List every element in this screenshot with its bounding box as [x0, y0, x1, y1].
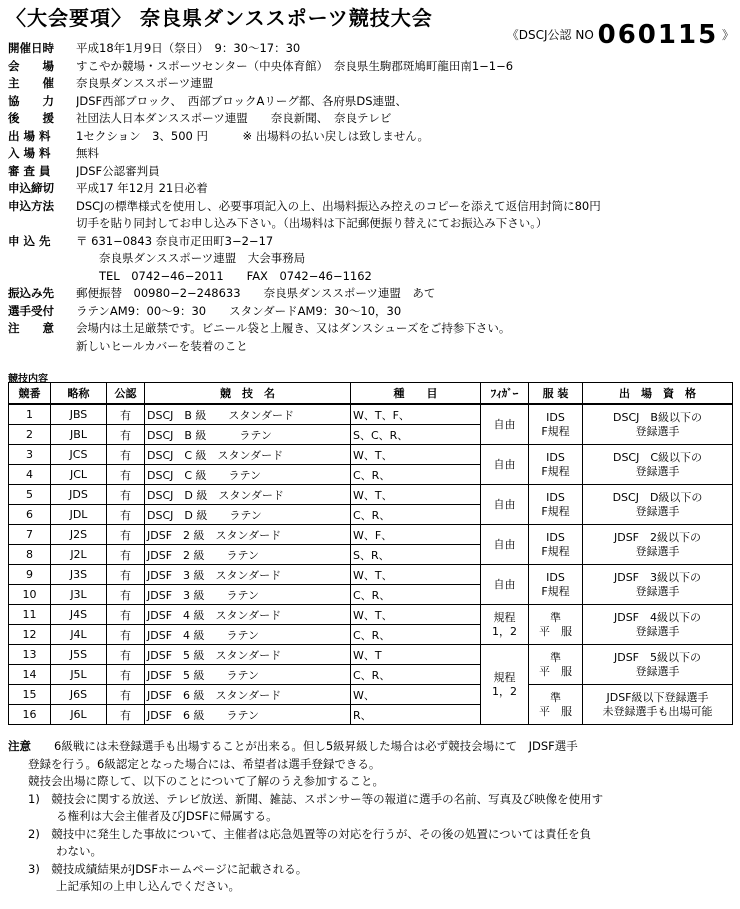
cell-qualification — [583, 605, 733, 645]
info-key: 会 場 — [8, 58, 54, 73]
info-key: 出 場 料 — [8, 128, 51, 143]
cell-no: 2 — [9, 425, 51, 445]
cell-abbr: J4L — [51, 625, 107, 645]
cell-official: 有 — [107, 505, 145, 525]
cell-events: C、R、 — [351, 625, 481, 645]
cell-name: JDSF 2 級 ラテン — [145, 545, 351, 565]
table-row — [9, 565, 733, 585]
cell-no: 9 — [9, 565, 51, 585]
cell-figure: 自由 — [481, 404, 529, 445]
note-line — [8, 738, 733, 756]
cell-events: C、R、 — [351, 505, 481, 525]
info-row — [8, 250, 733, 268]
cell-events: W、T、 — [351, 485, 481, 505]
cell-qualification — [583, 404, 733, 445]
cell-qualification — [583, 445, 733, 485]
col-official: 公認 — [107, 383, 145, 405]
cell-dress — [529, 445, 583, 485]
col-events: 種 目 — [351, 383, 481, 405]
cell-no: 5 — [9, 485, 51, 505]
dress-rule: F規程 — [541, 584, 570, 598]
qual-line: DSCJ D級以下の — [612, 490, 703, 504]
table-row — [9, 445, 733, 465]
cell-qualification — [583, 525, 733, 565]
qual-line: JDSF 2級以下の — [613, 530, 702, 544]
info-row — [8, 198, 733, 216]
cell-name: JDSF 2 級 スタンダード — [145, 525, 351, 545]
notes-lead: 注意 — [8, 739, 31, 753]
qual-line: 登録選手 — [635, 504, 680, 518]
info-value: 切手を貼り同封してお申し込み下さい。（出場料は下記郵便振り替えにてお振込み下さい。） — [76, 216, 548, 230]
cert-close: 》 — [721, 28, 734, 42]
info-value: DSCJの標準様式を使用し、必要事項記入の上、出場料振込み控えのコピーを添えて返信用封筒に80円 — [76, 198, 601, 213]
cell-dress — [529, 404, 583, 445]
dress-sub1: 準 — [550, 610, 561, 624]
cell-abbr: J6L — [51, 705, 107, 725]
col-figure: ﾌｨｶﾞｰ — [481, 383, 529, 405]
cell-official: 有 — [107, 425, 145, 445]
cell-dress — [529, 605, 583, 645]
info-row — [8, 233, 733, 251]
cell-no: 16 — [9, 705, 51, 725]
cell-dress — [529, 565, 583, 605]
notes — [8, 738, 733, 896]
info-row — [8, 285, 733, 303]
qual-line: 登録選手 — [635, 544, 680, 558]
dress-ids: IDS — [546, 450, 565, 464]
cell-no: 6 — [9, 505, 51, 525]
table-row — [9, 605, 733, 625]
cert-number: 060115 — [597, 20, 719, 50]
cell-no: 7 — [9, 525, 51, 545]
cell-abbr: JDL — [51, 505, 107, 525]
cell-abbr: J3L — [51, 585, 107, 605]
cell-abbr: J4S — [51, 605, 107, 625]
dress-ids: IDS — [546, 410, 565, 424]
cell-official: 有 — [107, 585, 145, 605]
section-label: 競技内容 — [8, 374, 48, 385]
info-row — [8, 320, 733, 338]
info-key: 申 込 先 — [8, 233, 51, 248]
info-value: TEL 0742−46−2011 FAX 0742−46−1162 — [76, 268, 372, 283]
qual-line: DSCJ C級以下の — [612, 450, 703, 464]
cell-name: DSCJ D 級 ラテン — [145, 505, 351, 525]
dress-sub2: 平 服 — [539, 664, 572, 678]
cell-name: JDSF 4 級 ラテン — [145, 625, 351, 645]
info-key: 入 場 料 — [8, 146, 51, 160]
info-value: 〒 631−0843 奈良市疋田町3−2−17 — [76, 233, 274, 248]
cell-no: 1 — [9, 404, 51, 425]
info-row — [8, 180, 733, 198]
info-row — [8, 58, 733, 76]
note-line: 1) 競技会に関する放送、テレビ放送、新聞、雑誌、スポンサー等の報道に選手の名前、写真及び映像を使用す — [28, 791, 604, 806]
info-key: 注 意 — [8, 321, 54, 335]
cell-abbr: JBS — [51, 404, 107, 425]
info-row — [8, 110, 733, 128]
cell-figure — [481, 605, 529, 645]
cell-events: R、 — [351, 705, 481, 725]
cell-dress — [529, 645, 583, 685]
info-value: JDSF西部ブロック、 西部ブロックAリーグ都、各府県DS連盟、 — [76, 93, 408, 108]
col-abbr: 略称 — [51, 383, 107, 405]
cell-name: JDSF 5 級 スタンダード — [145, 645, 351, 665]
qual-line: JDSF 4級以下の — [613, 610, 702, 624]
cell-no: 14 — [9, 665, 51, 685]
cell-official: 有 — [107, 485, 145, 505]
figure-rule: 規程 — [493, 670, 516, 684]
cell-name: JDSF 3 級 ラテン — [145, 585, 351, 605]
info-value: すこやか競場・スポーツセンター（中央体育館） 奈良県生駒郡斑鳩町龍田南1−1−6 — [76, 58, 514, 73]
info-key: 申込締切 — [8, 181, 54, 195]
cell-dress — [529, 525, 583, 565]
info-row — [8, 145, 733, 163]
dress-sub1: 準 — [550, 690, 561, 704]
info-key: 後 援 — [8, 111, 54, 125]
note-line: 2) 競技中に発生した事故について、主催者は応急処置等の対応を行うが、その後の処置については責任を負 — [28, 826, 592, 841]
dress-sub2: 平 服 — [539, 704, 572, 718]
qual-line: 登録選手 — [635, 424, 680, 438]
dress-rule: F規程 — [541, 464, 570, 478]
info-key — [8, 250, 76, 268]
cell-figure: 自由 — [481, 445, 529, 485]
cell-abbr: J2S — [51, 525, 107, 545]
cell-name: DSCJ B 級 ラテン — [145, 425, 351, 445]
cell-events: W、 — [351, 685, 481, 705]
qual-line: 登録選手 — [635, 624, 680, 638]
cell-official: 有 — [107, 404, 145, 425]
page-title: 〈大会要項〉 奈良県ダンススポーツ競技大会 — [6, 6, 433, 30]
info-key: 申込方法 — [8, 198, 54, 213]
table-row — [9, 645, 733, 665]
dress-ids: IDS — [546, 490, 565, 504]
cell-official: 有 — [107, 545, 145, 565]
figure-rule-num: 1，2 — [492, 684, 517, 698]
cell-official: 有 — [107, 525, 145, 545]
cell-events: S、R、 — [351, 545, 481, 565]
cell-no: 11 — [9, 605, 51, 625]
qual-line: JDSF級以下登録選手 — [606, 690, 709, 704]
cell-abbr: J2L — [51, 545, 107, 565]
cell-name: DSCJ C 級 スタンダード — [145, 445, 351, 465]
cell-events: W、T — [351, 645, 481, 665]
cell-abbr: J3S — [51, 565, 107, 585]
info-value: 会場内は土足厳禁です。ビニール袋と上履き、又はダンスシューズをご持参下さい。 — [76, 321, 511, 335]
cert-label: 《DSCJ公認 NO — [506, 28, 594, 42]
cell-abbr: J5L — [51, 665, 107, 685]
cell-qualification — [583, 685, 733, 725]
cell-abbr: JBL — [51, 425, 107, 445]
table-row — [9, 525, 733, 545]
col-qualification: 出 場 資 格 — [583, 383, 733, 405]
dress-ids: IDS — [546, 530, 565, 544]
cell-events: C、R、 — [351, 665, 481, 685]
qual-line: DSCJ B級以下の — [613, 410, 702, 424]
cell-events: W、F、 — [351, 525, 481, 545]
info-key — [8, 338, 76, 356]
dress-sub1: 準 — [550, 650, 561, 664]
info-key: 選手受付 — [8, 303, 54, 318]
cell-no: 10 — [9, 585, 51, 605]
cell-figure: 自由 — [481, 485, 529, 525]
cell-official: 有 — [107, 705, 145, 725]
cell-events: W、T、 — [351, 445, 481, 465]
info-row — [8, 303, 733, 321]
cell-abbr: JCL — [51, 465, 107, 485]
note-line: る権利は大会主催者及びJDSFに帰属する。 — [56, 809, 278, 823]
cell-name: JDSF 3 級 スタンダード — [145, 565, 351, 585]
qual-line: 未登録選手も出場可能 — [602, 704, 713, 718]
cell-qualification — [583, 485, 733, 525]
cell-no: 3 — [9, 445, 51, 465]
cell-events: W、T、 — [351, 565, 481, 585]
info-row — [8, 40, 733, 58]
event-info — [8, 40, 733, 355]
cell-name: JDSF 6 級 スタンダード — [145, 685, 351, 705]
note-line: 3) 競技成績結果がJDSFホームページに記載される。 — [28, 861, 308, 876]
cell-official: 有 — [107, 445, 145, 465]
dress-rule: F規程 — [541, 544, 570, 558]
dress-rule: F規程 — [541, 504, 570, 518]
cell-qualification — [583, 645, 733, 685]
cell-events: W、T、 — [351, 605, 481, 625]
cell-name: DSCJ D 級 スタンダード — [145, 485, 351, 505]
cell-abbr: J6S — [51, 685, 107, 705]
info-key — [8, 268, 76, 286]
qual-line: JDSF 5級以下の — [613, 650, 702, 664]
cell-official: 有 — [107, 565, 145, 585]
note-line: わない。 — [56, 844, 102, 858]
dress-sub2: 平 服 — [539, 624, 572, 638]
figure-rule-num: 1，2 — [492, 624, 517, 638]
cell-name: JDSF 6 級 ラテン — [145, 705, 351, 725]
info-value: 社団法人日本ダンススポーツ連盟 奈良新聞、 奈良テレビ — [76, 111, 392, 125]
info-value: 平成17 年12月 21日必着 — [76, 181, 208, 195]
cell-events: W、T、F、 — [351, 404, 481, 425]
cell-official: 有 — [107, 465, 145, 485]
info-value: 無料 — [76, 146, 99, 160]
cell-no: 12 — [9, 625, 51, 645]
info-value: 平成18年1月9日（祭日） 9：30〜17：30 — [76, 41, 301, 55]
cell-figure: 自由 — [481, 565, 529, 605]
cell-official: 有 — [107, 685, 145, 705]
cell-events: C、R、 — [351, 465, 481, 485]
info-value: 新しいヒールカバーを装着のこと — [76, 338, 248, 353]
qual-line: JDSF 3級以下の — [613, 570, 702, 584]
info-row — [8, 128, 733, 146]
table-row — [9, 404, 733, 425]
info-value: ラテンAM9：00〜9：30 スタンダードAM9：30〜10，30 — [76, 303, 402, 318]
dress-ids: IDS — [546, 570, 565, 584]
note-text: 6級戦には未登録選手も出場することが出来る。但し5級昇級した場合は必ず競技会場にて JDSF選手 — [54, 739, 578, 753]
col-number: 競番 — [9, 383, 51, 405]
info-value: 1セクション 3、500 円 ※ 出場料の払い戻しは致しません。 — [76, 128, 429, 143]
cell-name: DSCJ C 級 ラテン — [145, 465, 351, 485]
info-row — [8, 75, 733, 93]
figure-rule: 規程 — [493, 610, 516, 624]
info-row — [8, 163, 733, 181]
cell-official: 有 — [107, 625, 145, 645]
info-key: 主 催 — [8, 76, 54, 90]
cell-dress — [529, 685, 583, 725]
cell-official: 有 — [107, 665, 145, 685]
cell-name: JDSF 5 級 ラテン — [145, 665, 351, 685]
col-dress: 服 装 — [529, 383, 583, 405]
cell-official: 有 — [107, 645, 145, 665]
note-line: 上記承知の上申し込んでください。 — [56, 879, 240, 893]
dress-rule: F規程 — [541, 424, 570, 438]
qual-line: 登録選手 — [635, 584, 680, 598]
cell-dress — [529, 485, 583, 525]
cell-events: S、C、R、 — [351, 425, 481, 445]
cell-no: 15 — [9, 685, 51, 705]
cell-no: 4 — [9, 465, 51, 485]
cell-no: 13 — [9, 645, 51, 665]
qual-line: 登録選手 — [635, 664, 680, 678]
cell-abbr: JDS — [51, 485, 107, 505]
info-row — [8, 268, 733, 286]
info-value: 奈良県ダンススポーツ連盟 — [76, 76, 214, 90]
info-row — [8, 93, 733, 111]
info-key: 協 力 — [8, 93, 54, 108]
info-key — [8, 215, 76, 233]
table-header-row — [9, 383, 733, 405]
info-value: JDSF公認審判員 — [76, 163, 160, 178]
qual-line: 登録選手 — [635, 464, 680, 478]
note-line: 登録を行う。6級認定となった場合には、希望者は選手登録できる。 — [28, 756, 381, 771]
cell-abbr: J5S — [51, 645, 107, 665]
info-key: 開催日時 — [8, 41, 54, 55]
cell-no: 8 — [9, 545, 51, 565]
cell-figure — [481, 645, 529, 725]
info-key: 振込み先 — [8, 286, 54, 300]
col-name: 競 技 名 — [145, 383, 351, 405]
info-row — [8, 338, 733, 356]
competition-table — [8, 382, 733, 725]
note-line: 競技会出場に際して、以下のことについて了解のうえ参加すること。 — [28, 774, 385, 788]
info-key: 審 査 員 — [8, 163, 51, 178]
table-row — [9, 685, 733, 705]
info-value: 奈良県ダンススポーツ連盟 大会事務局 — [76, 251, 306, 265]
cell-events: C、R、 — [351, 585, 481, 605]
info-value: 郵便振替 00980−2−248633 奈良県ダンススポーツ連盟 あて — [76, 286, 436, 300]
cell-qualification — [583, 565, 733, 605]
cell-name: JDSF 4 級 スタンダード — [145, 605, 351, 625]
table-row — [9, 485, 733, 505]
cell-name: DSCJ B 級 スタンダード — [145, 404, 351, 425]
info-row — [8, 215, 733, 233]
cell-official: 有 — [107, 605, 145, 625]
cell-abbr: JCS — [51, 445, 107, 465]
cell-figure: 自由 — [481, 525, 529, 565]
